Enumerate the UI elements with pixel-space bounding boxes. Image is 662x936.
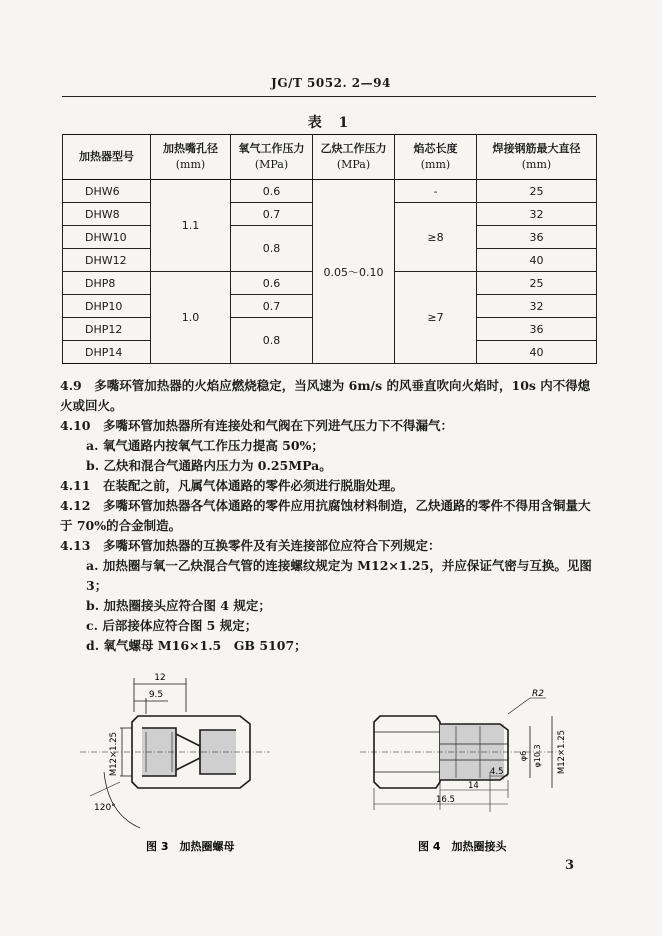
cell-acetylene: 0.05～0.10	[313, 180, 395, 364]
fig3-caption: 图 3 加热圈螺母	[146, 840, 235, 853]
page-number: 3	[564, 858, 574, 873]
clause-4-13-b: b. 加热圈接头应符合图 4 规定；	[86, 598, 271, 613]
cell-oxygen: 0.7	[231, 295, 313, 318]
cell-oxygen: 0.8	[231, 318, 313, 364]
table-title: 表 1	[307, 115, 355, 131]
cell-flame: ≥7	[395, 272, 477, 364]
clause-4-13-d: d. 氧气螺母 M16×1.5 GB 5107；	[86, 638, 307, 653]
fig3-dim-depth: 9.5	[148, 690, 164, 700]
fig4-dim-radius: R2	[532, 689, 544, 699]
document-header: JG/T 5052. 2—94	[271, 76, 391, 90]
cell-model: DHW10	[63, 226, 151, 249]
cell-oxygen: 0.6	[231, 272, 313, 295]
cell-model: DHP8	[63, 272, 151, 295]
fig4-fitting-drawing	[360, 698, 560, 812]
fig3-dim-angle: 120°	[94, 803, 116, 813]
col-header-flame: 焰芯长度 (mm)	[395, 135, 477, 180]
clause-4-10-a: a. 氧气通路内按氧气工作压力提高 50%；	[86, 438, 324, 453]
fig4-dim-outer: φ10.3	[533, 744, 542, 768]
clause-4-12: 4.12 多嘴环管加热器各气体通路的零件应用抗腐蚀材料制造，乙炔通路的零件不得用含铜量大于 70%的合金制造。	[60, 498, 591, 533]
cell-model: DHW6	[63, 180, 151, 203]
cell-max-dia: 36	[477, 226, 597, 249]
col-header-oxygen: 氧气工作压力 (MPa)	[231, 135, 313, 180]
cell-oxygen: 0.6	[231, 180, 313, 203]
table-row	[63, 180, 597, 203]
cell-model: DHP14	[63, 341, 151, 364]
spec-table	[62, 134, 597, 364]
fig4-caption: 图 4 加热圈接头	[418, 840, 507, 853]
col-header-model: 加热器型号	[63, 135, 151, 180]
fig4-dim-14: 14	[468, 781, 479, 791]
table-header-row	[63, 135, 597, 180]
header-rule	[62, 96, 596, 97]
clause-4-13-a: a. 加热圈与氧一乙炔混合气管的连接螺纹规定为 M12×1.25，并应保证气密与互换。见图 3；	[86, 558, 592, 593]
clause-4-13: 4.13 多嘴环管加热器的互换零件及有关连接部位应符合下列规定：	[60, 538, 441, 553]
cell-max-dia: 32	[477, 203, 597, 226]
fig3-dim-length: 12	[154, 673, 166, 683]
cell-max-dia: 32	[477, 295, 597, 318]
fig4-dim-16-5: 16.5	[436, 795, 455, 805]
clause-4-10: 4.10 多嘴环管加热器所有连接处和气阀在下列进气压力下不得漏气：	[60, 418, 453, 433]
cell-model: DHW8	[63, 203, 151, 226]
cell-max-dia: 36	[477, 318, 597, 341]
clause-4-9: 4.9 多嘴环管加热器的火焰应燃烧稳定，当风速为 6m/s 的风垂直吹向火焰时，10s 内不得熄火或回火。	[60, 378, 591, 413]
fig4-dim-bore: φ6	[519, 750, 528, 762]
cell-oxygen: 0.8	[231, 226, 313, 272]
cell-max-dia: 40	[477, 341, 597, 364]
clause-4-10-b: b. 乙炔和混合气通路内压力为 0.25MPa。	[86, 458, 332, 473]
clause-text	[60, 376, 600, 656]
cell-flame: ≥8	[395, 203, 477, 272]
col-header-max-dia: 焊接钢筋最大直径 (mm)	[477, 135, 597, 180]
technical-drawings	[60, 664, 600, 864]
cell-max-dia: 25	[477, 180, 597, 203]
cell-max-dia: 40	[477, 249, 597, 272]
clause-4-13-c: c. 后部接体应符合图 5 规定；	[86, 618, 258, 633]
figures-area	[60, 664, 600, 864]
clause-4-11: 4.11 在装配之前，凡属气体通路的零件必须进行脱脂处理。	[60, 478, 403, 493]
fig4-dim-4-5: 4.5	[490, 767, 504, 777]
cell-model: DHP10	[63, 295, 151, 318]
cell-oxygen: 0.7	[231, 203, 313, 226]
col-header-bore: 加热嘴孔径 (mm)	[151, 135, 231, 180]
cell-model: DHP12	[63, 318, 151, 341]
fig4-dim-thread: M12×1.25	[557, 729, 567, 775]
fig3-dim-thread: M12×1.25	[109, 731, 119, 777]
cell-max-dia: 25	[477, 272, 597, 295]
cell-flame: -	[395, 180, 477, 203]
col-header-acetylene: 乙炔工作压力 (MPa)	[313, 135, 395, 180]
cell-bore: 1.1	[151, 180, 231, 272]
cell-bore: 1.0	[151, 272, 231, 364]
cell-model: DHW12	[63, 249, 151, 272]
